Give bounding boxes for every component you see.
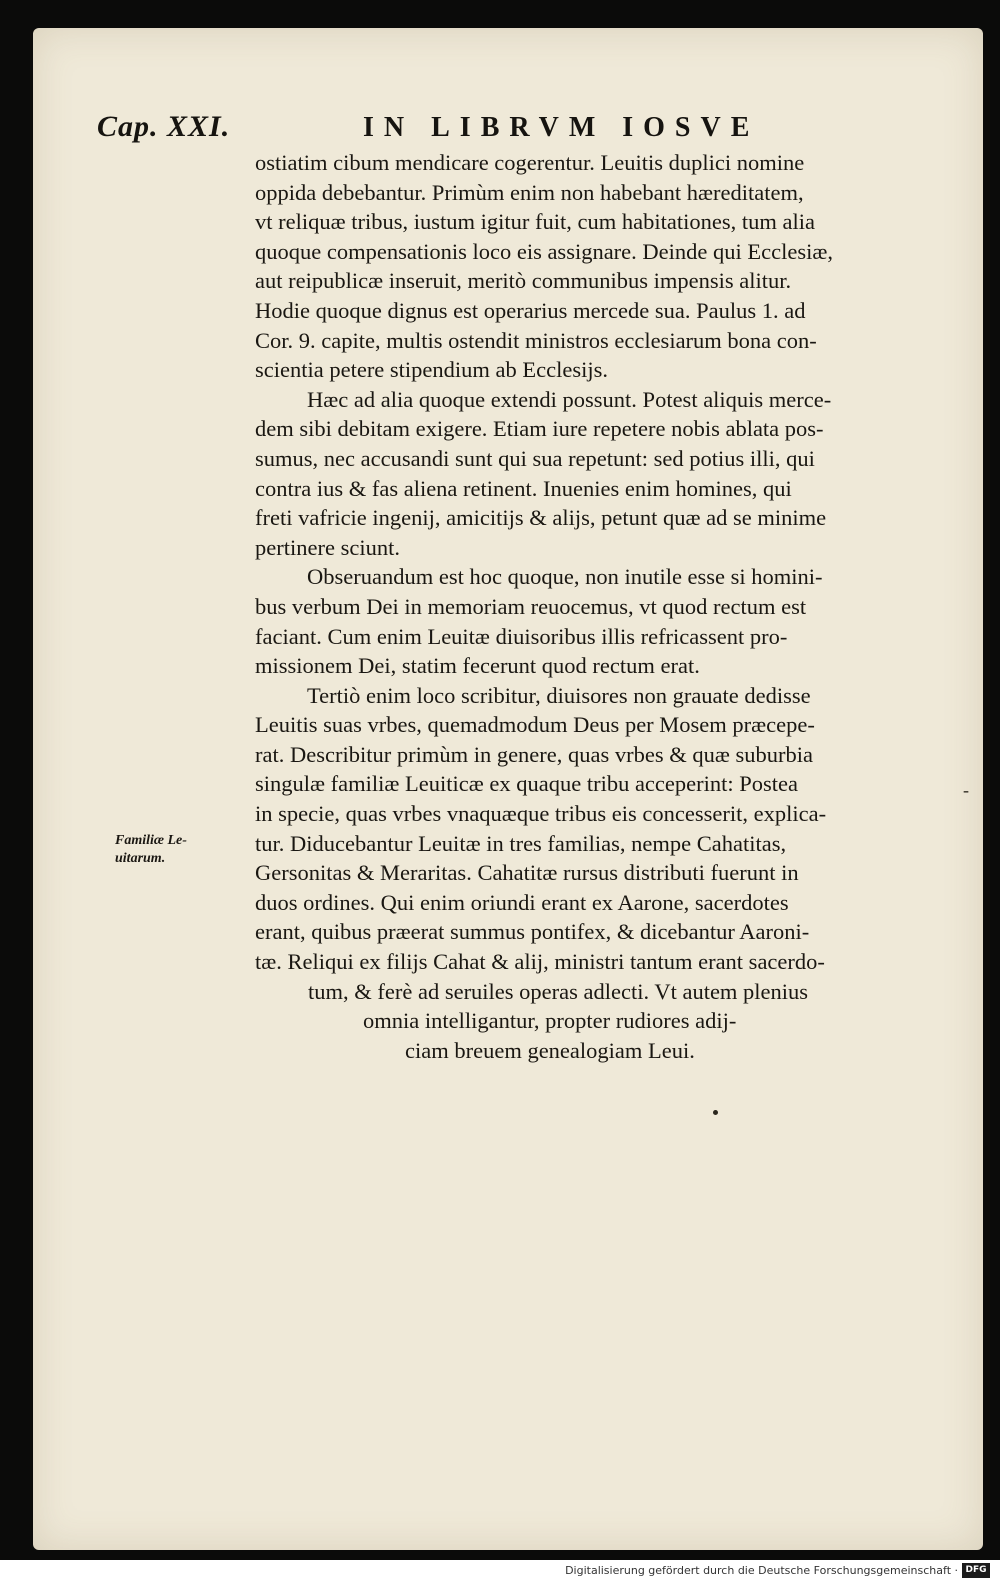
text-line: in specie, quas vrbes vnaquæque tribus eis concesserit, explica- — [255, 801, 827, 827]
text-line: oppida debebantur. Primùm enim non habebant hæreditatem, — [255, 179, 804, 205]
footer-bar — [0, 1560, 1000, 1585]
text-line: Obseruandum est hoc quoque, non inutile esse si homini- — [307, 564, 823, 590]
ink-dot — [713, 1110, 718, 1115]
text-line: tæ. Reliqui ex filijs Cahat & alij, ministri tantum erant sacerdo- — [255, 949, 825, 975]
text-line: Leuitis suas vrbes, quemadmodum Deus per Mosem præcepe- — [255, 712, 815, 738]
text-line: Tertiò enim loco scribitur, diuisores non grauate dedisse — [307, 682, 811, 708]
funding-notice: Digitalisierung gefördert durch die Deutsche Forschungsgemeinschaft · — [565, 1564, 958, 1577]
text-line: bus verbum Dei in memoriam reuocemus, vt quod rectum est — [255, 593, 807, 619]
text-line: duos ordines. Qui enim oriundi erant ex Aarone, sacerdotes — [255, 889, 789, 915]
text-line: pertinere sciunt. — [255, 534, 400, 560]
dfg-logo: DFG — [962, 1563, 990, 1578]
text-line: ciam breuem genealogiam Leui. — [405, 1037, 695, 1063]
text-line: contra ius & fas aliena retinent. Inuenies enim homines, qui — [255, 475, 792, 501]
body-text — [255, 148, 965, 1065]
book-title: IN LIBRVM IOSVE — [363, 112, 760, 143]
text-line: tur. Diducebantur Leuitæ in tres familias, nempe Cahatitas, — [255, 830, 787, 856]
text-line: rat. Describitur primùm in genere, quas vrbes & quæ suburbia — [255, 741, 813, 767]
text-line: Hæc ad alia quoque extendi possunt. Potest aliquis merce- — [307, 386, 832, 412]
text-line: sumus, nec accusandi sunt qui sua repetunt: sed potius illi, qui — [255, 445, 815, 471]
margin-note-line: Familiæ Le- — [115, 833, 187, 848]
text-line: Cor. 9. capite, multis ostendit ministros ecclesiarum bona con- — [255, 327, 817, 353]
running-head — [33, 110, 983, 150]
text-line: Hodie quoque dignus est operarius mercede sua. Paulus 1. ad — [255, 297, 806, 323]
text-line: singulæ familiæ Leuiticæ ex quaque tribu acceperint: Postea — [255, 771, 798, 797]
text-line: faciant. Cum enim Leuitæ diuisoribus illis refricassent pro- — [255, 623, 788, 649]
text-line: omnia intelligantur, propter rudiores adij- — [363, 1008, 737, 1034]
text-line: scientia petere stipendium ab Ecclesijs. — [255, 357, 609, 383]
text-line: aut reipublicæ inseruit, meritò communibus impensis alitur. — [255, 268, 792, 294]
text-line: ostiatim cibum mendicare cogerentur. Leuitis duplici nomine — [255, 150, 805, 175]
book-page — [33, 28, 983, 1550]
text-line: dem sibi debitam exigere. Etiam iure repetere nobis ablata pos- — [255, 416, 824, 442]
text-line: Gersonitas & Meraritas. Cahatitæ rursus distributi fuerunt in — [255, 860, 799, 886]
text-line: missionem Dei, statim fecerunt quod rectum erat. — [255, 653, 700, 679]
text-line: erant, quibus præerat summus pontifex, & dicebantur Aaroni- — [255, 919, 810, 945]
margin-note-line: uitarum. — [115, 851, 166, 866]
chapter-number: Cap. XXI. — [97, 110, 231, 143]
page-edge-mark: - — [963, 780, 969, 800]
text-line: quoque compensationis loco eis assignare. Deinde qui Ecclesiæ, — [255, 238, 833, 264]
text-line: vt reliquæ tribus, iustum igitur fuit, cum habitationes, tum alia — [255, 209, 815, 235]
text-line: freti vafricie ingenij, amicitijs & alijs, petunt quæ ad se minime — [255, 505, 827, 531]
margin-note — [115, 832, 187, 868]
text-line: tum, & ferè ad seruiles operas adlecti. Vt autem plenius — [308, 978, 809, 1004]
